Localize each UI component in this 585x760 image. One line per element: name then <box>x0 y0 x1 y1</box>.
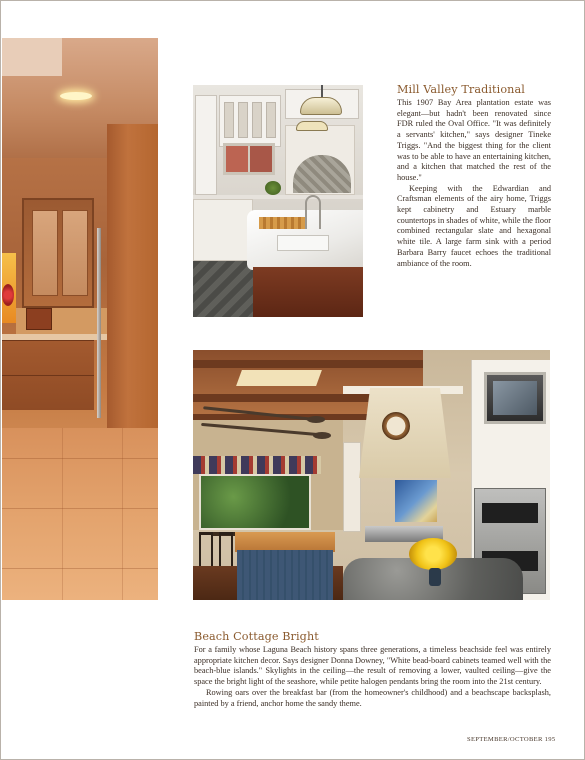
skylight <box>236 370 322 386</box>
ceiling-beam <box>193 360 423 368</box>
upper-cabinet <box>22 198 94 308</box>
section-heading-beach-cottage: Beach Cottage Bright <box>194 630 319 643</box>
flower-arrangement <box>2 284 14 306</box>
vase <box>429 568 441 586</box>
oven-window <box>482 503 538 523</box>
cabinet-glass-door <box>62 210 88 296</box>
pendant-lamp <box>300 97 342 115</box>
beach-cottage-body <box>194 645 551 709</box>
page-folio <box>467 736 555 743</box>
cabinet-glass <box>266 102 276 138</box>
yellow-flowers <box>409 538 457 570</box>
issue-date: SEPTEMBER/OCTOBER <box>467 736 543 743</box>
television <box>484 372 546 424</box>
blue-island <box>237 550 333 600</box>
tall-cabinet <box>195 95 217 195</box>
upper-cabinet <box>219 95 281 147</box>
fridge-handle <box>97 228 101 418</box>
side-cabinet <box>343 442 361 532</box>
section-heading-mill-valley: Mill Valley Traditional <box>397 83 525 96</box>
recessed-light <box>60 92 92 100</box>
page-number: 195 <box>544 736 556 743</box>
pendant-lamp <box>296 121 328 131</box>
kitchen-window <box>223 143 275 175</box>
garden-window <box>199 474 311 530</box>
mill-valley-kitchen-photo <box>193 85 363 317</box>
paragraph: This 1907 Bay Area plantation estate was elegant—but hadn't been renovated since FDR ruled the Oval Office. "It was definitely a servants' kitchen," says designer Tineke Triggs. "And the biggest thing for the client was to be able to have an entertaining kitchen, and a kitchen that matched the rest of the house." <box>397 98 551 182</box>
mill-valley-body <box>397 98 551 269</box>
faucet <box>305 195 321 229</box>
farm-sink <box>277 235 329 251</box>
oar-blade <box>307 416 325 423</box>
potted-plant <box>265 181 281 195</box>
cabinet-glass <box>252 102 262 138</box>
cabinet-seam <box>2 375 94 376</box>
window-valance <box>193 456 321 474</box>
butcher-block-counter <box>235 532 335 552</box>
photo-ceiling-panel <box>2 38 62 76</box>
island-base <box>253 267 363 317</box>
cutting-board <box>259 217 305 229</box>
lower-cabinets <box>193 199 253 261</box>
oar-blade <box>313 432 331 439</box>
floor-grout <box>62 428 63 600</box>
floor-grout <box>122 428 123 600</box>
lower-cabinets <box>2 340 94 410</box>
left-kitchen-photo <box>2 38 158 600</box>
floor-grout <box>2 458 158 459</box>
floor-grout <box>2 568 158 569</box>
tv-screen <box>493 381 537 415</box>
paragraph: Keeping with the Edwardian and Craftsman elements of the airy home, Triggs kept cabinetry and Estuary marble countertops in shades of white, while the floor combined rectangular slate and hexagonal white tile. A large farm sink with a period Barbara Barry faucet echoes the traditional ambiance of the room. <box>397 183 551 268</box>
cabinet-glass <box>238 102 248 138</box>
tile-floor <box>2 428 158 600</box>
cabinet-glass <box>224 102 234 138</box>
wall-clock <box>382 412 410 440</box>
paragraph: For a family whose Laguna Beach history spans three generations, a timeless beachside feel was entirely appropriate kitchen decor. Says designer Donna Downey, "White bead-board cabinets teamed well with the beach-blue islands." Skylights in the ceiling—the result of removing a lower, vaulted ceiling—give the space the bright light of the seashore, while petite halogen pendants bring the room into the 21st century. <box>194 645 551 687</box>
floor-grout <box>2 508 158 509</box>
wooden-box <box>26 308 52 330</box>
beach-cottage-kitchen-photo <box>193 350 550 600</box>
paragraph: Rowing oars over the breakfast bar (from the homeowner's childhood) and a beachscape backsplash, painted by a friend, anchor home the sandy theme. <box>194 687 551 708</box>
cabinet-glass-door <box>32 210 58 296</box>
beachscape-backsplash <box>395 480 437 522</box>
